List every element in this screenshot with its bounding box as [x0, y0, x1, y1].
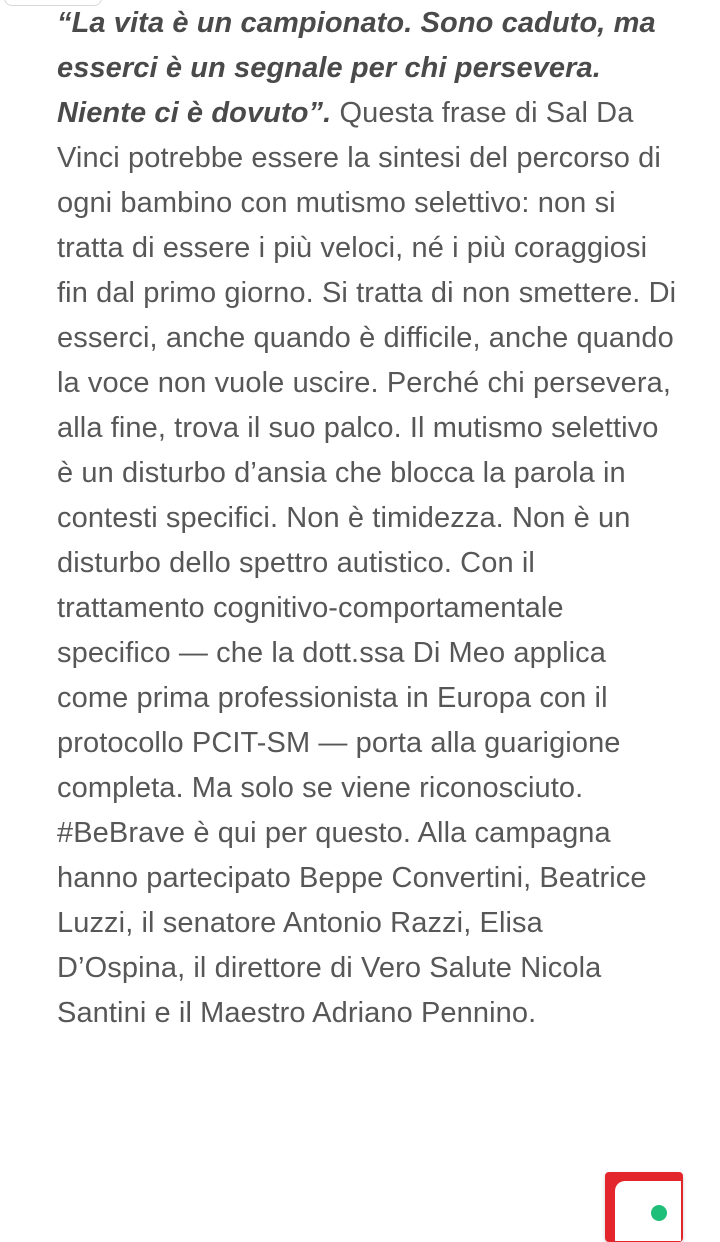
article-body: [57, 1, 677, 1036]
article-quote: “La vita è un campionato. Sono caduto, ma esserci è un segnale per chi persevera. Niente ci è dovuto”.: [57, 7, 656, 129]
article-paragraph: [57, 1, 677, 1036]
article-text: Questa frase di Sal Da Vinci potrebbe essere la sintesi del percorso di ogni bambino con mutismo selettivo: non si tratta di essere i più veloci, né i più coraggiosi fin dal primo giorno. Si tratta di non smettere. Di esserci, anche quando è difficile, anche quando la voce non vuole uscire. Perché chi persevera, alla fine, trova il suo palco. Il mutismo selettivo è un disturbo d’ansia che blocca la parola in contesti specifici. Non è timidezza. Non è un disturbo dello spettro autistico. Con il trattamento cognitivo-comportamentale specifico — che la dott.ssa Di Meo applica come prima professionista in Europa con il protocollo PCIT-SM — porta alla guarigione completa. Ma solo se viene riconosciuto. #BeBrave è qui per questo. Alla campagna hanno partecipato Beppe Convertini, Beatrice Luzzi, il senatore Antonio Razzi, Elisa D’Ospina, il direttore di Vero Salute Nicola Santini e il Maestro Adriano Pennino.: [57, 97, 677, 1029]
chat-widget-button[interactable]: [605, 1172, 683, 1242]
chat-widget-icon: [615, 1181, 681, 1241]
online-status-dot: [651, 1205, 667, 1221]
